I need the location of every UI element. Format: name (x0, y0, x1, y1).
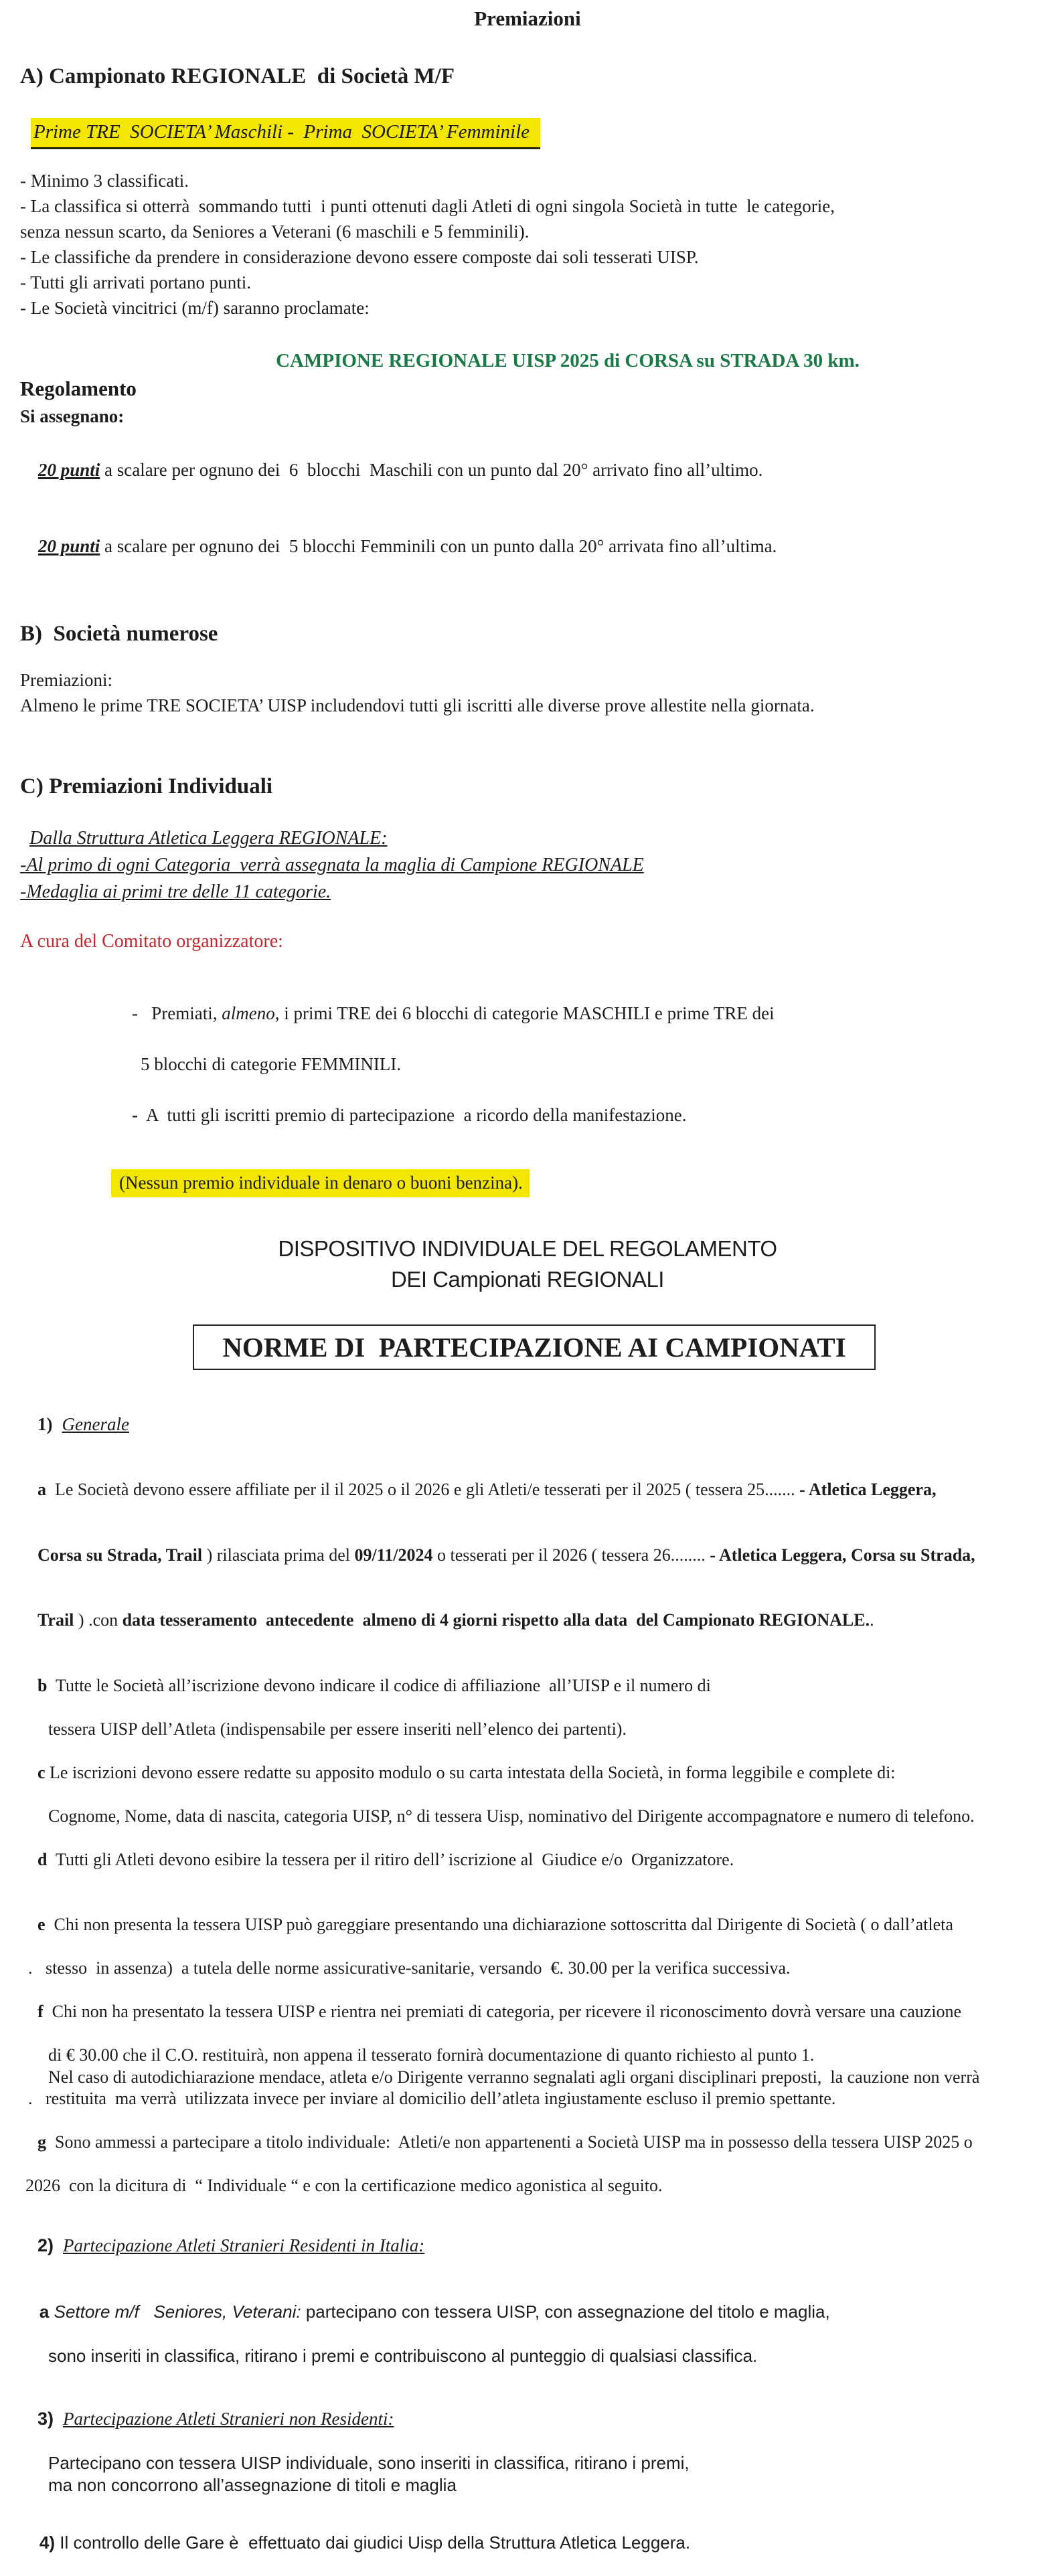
item-marker: g (37, 2132, 46, 2152)
item-text: Le iscrizioni devono essere redatte su apposito modulo o su carta intestata della Società, in forma leggibile e complete di: (45, 1762, 896, 1782)
bullet-post: , i primi TRE dei 6 blocchi di categorie MASCHILI e prime TRE dei (274, 1003, 775, 1023)
item-text: partecipano con tessera UISP, con assegnazione del titolo e maglia, (301, 2302, 830, 2322)
rule-2a-line2: sono inseriti in classifica, ritirano i premi e contribuiscono al punteggio di qualsiasi classifica. (48, 2346, 758, 2366)
section-b-heading: B) Società numerose (20, 622, 218, 646)
rule-1a-line1 (20, 1458, 1035, 1523)
item-text: ) .con (74, 1610, 123, 1630)
item-marker: e (37, 1915, 46, 1934)
section-2-number: 2) (37, 2235, 54, 2255)
premiazioni-body: Almeno le prime TRE SOCIETA’ UISP includendovi tutti gli iscritti alle diverse prove allestite nella giornata. (20, 695, 815, 715)
punti-lead: 20 punti (38, 536, 100, 556)
item-marker: c (37, 1762, 46, 1782)
highlight-nessun: (Nessun premio individuale in denaro o buoni benzina). (111, 1169, 530, 1197)
premiazioni-label: Premiazioni: (20, 670, 112, 690)
rule-tesserati: - Le classifiche da prendere in considerazione devono essere composte dai soli tesserati UISP. (20, 247, 699, 267)
section-4-line (20, 2510, 1035, 2576)
rule-1a-line2 (20, 1523, 1035, 1588)
highlight-nessun-row (20, 1157, 1035, 1209)
item-text: Tutti gli Atleti devono esibire la tessera per il ritiro dell’ iscrizione al Giudice e/o Organizzatore. (47, 1849, 734, 1869)
section-4-text: Il controllo delle Gare è effettuato dai giudici Uisp della Struttura Atletica Leggera. (55, 2532, 691, 2553)
item-text-bold: - Atletica Leggera, Corsa su Strada, (710, 1545, 975, 1565)
medaglia-text: -Medaglia ai primi tre delle 11 categorie. (20, 881, 331, 902)
medaglia-line (20, 879, 1035, 906)
section-3-number: 3) (37, 2408, 54, 2429)
section-3-label: Partecipazione Atleti Stranieri non Residenti: (63, 2408, 394, 2429)
item-marker: f (37, 2002, 44, 2021)
item-marker: a (37, 1480, 46, 1499)
rule-1g-line1 (20, 2110, 1035, 2176)
regolamento-heading: Regolamento (20, 377, 137, 400)
bullet-dash: - Premiati, (132, 1003, 222, 1023)
dispositivo-line2: DEI Campionati REGIONALI (391, 1267, 664, 1292)
item-date-bold: 09/11/2024 (354, 1545, 433, 1565)
norme-box-heading: NORME DI PARTECIPAZIONE AI CAMPIONATI (193, 1324, 876, 1370)
item-text-bold: Corsa su Strada, Trail (37, 1545, 203, 1565)
rule-1f-line4: . restituita ma verrà utilizzata invece per inviare al domicilio dell’atleta ingiustamente escluso il premio spettante. (28, 2089, 836, 2108)
rule-classifica-1: - La classifica si otterrà sommando tutti i punti ottenuti dagli Atleti di ogni singola Società in tutte le categorie, (20, 196, 835, 216)
rule-1d-line1 (20, 1827, 1035, 1893)
rule-vincitrici: - Le Società vincitrici (m/f) saranno proclamate: (20, 298, 370, 318)
punti-femminili-line (20, 508, 1035, 584)
si-assegnano-label: Si assegnano: (20, 406, 125, 426)
item-text: Chi non presenta la tessera UISP può gareggiare presentando una dichiarazione sottoscritta dal Dirigente di Società ( o dall’atleta (45, 1915, 953, 1934)
bullet-dash: - (132, 1105, 138, 1125)
dispositivo-line1: DISPOSITIVO INDIVIDUALE DEL REGOLAMENTO (278, 1236, 777, 1261)
item-text-bold: Trail (37, 1610, 74, 1630)
rule-1c-line2: Cognome, Nome, data di nascita, categoria UISP, n° di tessera Uisp, nominativo del Dirigente accompagnatore e numero di telefono. (48, 1806, 975, 1826)
maglia-line (20, 852, 1035, 879)
item-text: ) rilasciata prima del (202, 1545, 355, 1565)
champion-title-line: CAMPIONE REGIONALE UISP 2025 di CORSA su STRADA 30 km. (276, 350, 860, 371)
section-2-label: Partecipazione Atleti Stranieri Residenti in Italia: (63, 2235, 425, 2255)
item-text: Tutte le Società all’iscrizione devono indicare il codice di affiliazione all’UISP e il numero di (47, 1675, 711, 1695)
rule-3-line2: ma non concorrono all’assegnazione di titoli e maglia (48, 2474, 457, 2495)
item-marker: d (37, 1849, 48, 1869)
punti-rest: a scalare per ognuno dei 5 blocchi Femminili con un punto dalla 20° arrivata fino all’ultima. (100, 536, 777, 556)
rule-1a-line3 (20, 1588, 1035, 1654)
rule-1e-line1 (20, 1893, 1035, 1958)
doc-title: Premiazioni (474, 7, 581, 30)
comitato-heading: A cura del Comitato organizzatore: (20, 931, 283, 952)
punti-lead: 20 punti (38, 460, 100, 480)
highlight-banner-row (20, 106, 1035, 161)
item-text: . (870, 1610, 874, 1630)
rule-1e-line2: . stesso in assenza) a tutela delle norme assicurative-sanitarie, versando €. 30.00 per la verifica successiva. (28, 1958, 791, 1978)
rule-1c-line1 (20, 1740, 1035, 1806)
item-text-bold: data tesseramento antecedente almeno di 4 giorni rispetto alla data del Campionato REGIONALE. (122, 1610, 870, 1630)
section-3-heading (20, 2386, 1035, 2452)
rule-1f-line1 (20, 1980, 1035, 2045)
rule-1b-line1 (20, 1653, 1035, 1719)
item-em: Settore m/f Seniores, Veterani: (49, 2302, 301, 2322)
item-text: Chi non ha presentato la tessera UISP e rientra nei premiati di categoria, per ricevere il riconoscimento dovrà versare una cauzione (43, 2002, 962, 2021)
bullet-premiati-line1 (20, 975, 1035, 1051)
section-2-heading (20, 2213, 1035, 2280)
item-text: Sono ammessi a partecipare a titolo individuale: Atleti/e non appartenenti a Società UISP ma in possesso della tessera UISP 2025 o (46, 2132, 973, 2152)
item-marker: a (39, 2302, 50, 2322)
highlight-banner: Prime TRE SOCIETA’ Maschili - Prima SOCIETA’ Femminile (31, 118, 540, 149)
section-1-label: Generale (62, 1413, 129, 1434)
rule-1b-line2: tessera UISP dell’Atleta (indispensabile per essere inseriti nell’elenco dei partenti). (48, 1719, 627, 1739)
item-text-bold: - Atletica Leggera, (799, 1480, 937, 1499)
section-1-number: 1) (37, 1413, 53, 1434)
item-text: Le Società devono essere affiliate per il il 2025 o il 2026 e gli Atleti/e tesserati per il 2025 ( tessera 25....... (46, 1480, 800, 1499)
struttura-line (20, 825, 1035, 852)
bullet-text: A tutti gli iscritti premio di partecipazione a ricordo della manifestazione. (138, 1105, 687, 1125)
section-a-heading: A) Campionato REGIONALE di Società M/F (20, 64, 455, 88)
section-4-number: 4) (39, 2532, 56, 2553)
rule-1f-line2: di € 30.00 che il C.O. restituirà, non appena il tesserato fornirà documentazione di quanto richiesto al punto 1. (48, 2045, 815, 2065)
section-1-heading (20, 1391, 1035, 1458)
punti-rest: a scalare per ognuno dei 6 blocchi Maschili con un punto dal 20° arrivato fino all’ultimo. (100, 460, 763, 480)
bullet-premiati-line2: 5 blocchi di categorie FEMMINILI. (141, 1054, 402, 1074)
rule-3-line1: Partecipano con tessera UISP individuale, sono inseriti in classifica, ritirano i premi, (48, 2452, 690, 2473)
bullet-almeno: almeno (222, 1003, 275, 1023)
rule-2a-line1 (20, 2279, 1035, 2345)
bullet-iscritti-line (20, 1077, 1035, 1153)
item-marker: b (37, 1675, 48, 1695)
rule-arrivati: - Tutti gli arrivati portano punti. (20, 272, 251, 292)
item-text: o tesserati per il 2026 ( tessera 26........ (432, 1545, 710, 1565)
maglia-text: -Al primo di ogni Categoria verrà assegnata la maglia di Campione REGIONALE (20, 855, 644, 875)
rule-classifica-2: senza nessun scarto, da Seniores a Veterani (6 maschili e 5 femminili). (20, 222, 530, 242)
rule-1g-line2: 2026 con la dicitura di “ Individuale “ e con la certificazione medico agonistica al seguito. (25, 2176, 663, 2195)
punti-maschili-line (20, 432, 1035, 508)
rule-1f-line3: Nel caso di autodichiarazione mendace, atleta e/o Dirigente verranno segnalati agli organi disciplinari preposti, la cauzione non verrà (48, 2067, 980, 2087)
struttura-text: Dalla Struttura Atletica Leggera REGIONALE: (29, 828, 388, 849)
rule-minimo: - Minimo 3 classificati. (20, 171, 189, 191)
section-c-heading: C) Premiazioni Individuali (20, 774, 273, 798)
